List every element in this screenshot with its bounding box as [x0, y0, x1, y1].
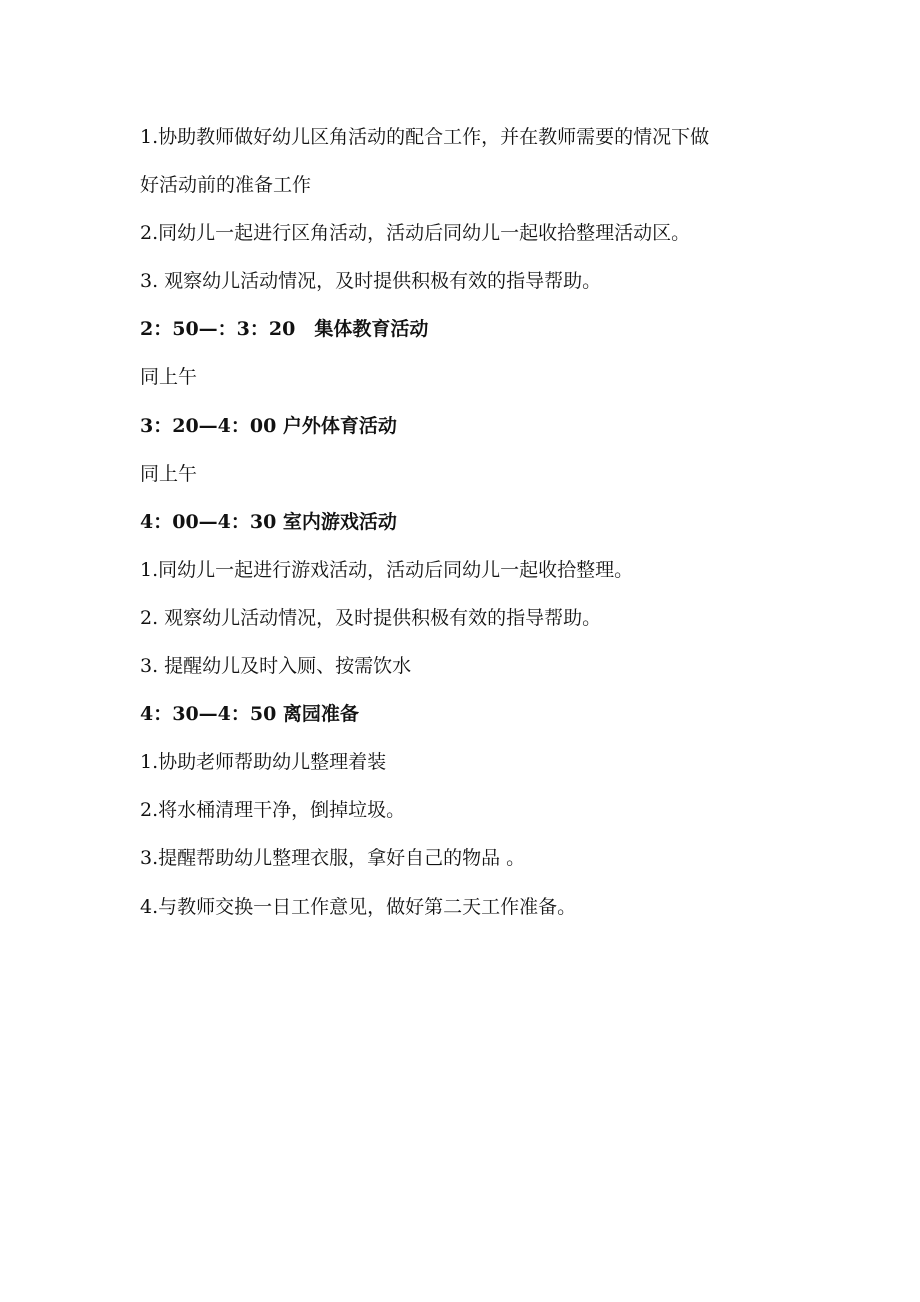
- text-line-clean-bucket: 2.将水桶清理干净，倒掉垃圾。: [140, 799, 406, 822]
- text-line-assist-corner-activity: 1.协助教师做好幼儿区角活动的配合工作，并在教师需要的情况下做: [140, 126, 710, 148]
- text-line-corner-activity-cleanup: 2.同幼儿一起进行区角活动，活动后同幼儿一起收拾整理活动区。: [140, 222, 691, 245]
- text-line-same-as-morning-1: 同上午: [140, 366, 198, 389]
- document-body: [140, 113, 800, 931]
- text-line-activity-preparation: 好活动前的准备工作: [140, 174, 312, 197]
- text-line-exchange-feedback: 4.与教师交换一日工作意见，做好第二天工作准备。: [140, 895, 577, 918]
- text-line-observe-guidance-1: 3. 观察幼儿活动情况，及时提供积极有效的指导帮助。: [140, 270, 602, 293]
- text-line-same-as-morning-2: 同上午: [140, 462, 198, 485]
- text-line-help-dressing: 1.协助老师帮助幼儿整理着装: [140, 751, 387, 774]
- text-line-toilet-water-reminder: 3. 提醒幼儿及时入厕、按需饮水: [140, 655, 412, 678]
- section-heading-group-education: 2：50—：3：20 集体教育活动: [140, 318, 429, 341]
- text-line-observe-guidance-2: 2. 观察幼儿活动情况，及时提供积极有效的指导帮助。: [140, 606, 602, 629]
- text-line-tidy-clothes: 3.提醒帮助幼儿整理衣服，拿好自己的物品 。: [140, 847, 526, 870]
- section-heading-outdoor-sports: 3：20—4：00 户外体育活动: [140, 414, 397, 437]
- section-heading-departure-prep: 4：30—4：50 离园准备: [140, 703, 359, 726]
- text-line-game-activity-cleanup: 1.同幼儿一起进行游戏活动，活动后同幼儿一起收拾整理。: [140, 558, 634, 581]
- section-heading-indoor-games: 4：00—4：30 室内游戏活动: [140, 510, 397, 533]
